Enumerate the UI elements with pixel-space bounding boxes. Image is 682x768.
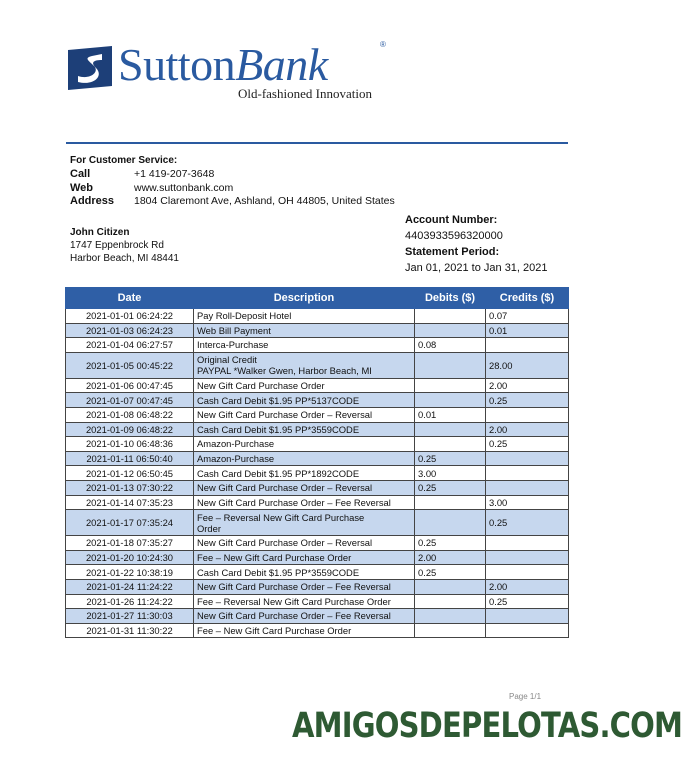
cell-credit: 0.01 [486, 323, 569, 338]
table-row [66, 565, 569, 580]
cell-credit [486, 451, 569, 466]
cell-debit [415, 352, 486, 378]
call-row [70, 168, 395, 182]
web-label: Web [70, 181, 94, 194]
cell-date: 2021-01-22 10:38:19 [66, 565, 194, 580]
description-line-2: Order [197, 522, 221, 534]
table-row [66, 480, 569, 495]
table-row [66, 393, 569, 408]
bank-name [118, 38, 328, 91]
cell-credit: 2.00 [486, 422, 569, 437]
cell-credit [486, 623, 569, 638]
cell-credit: 0.25 [486, 393, 569, 408]
cell-debit: 0.08 [415, 338, 486, 353]
call-value: +1 419-207-3648 [134, 168, 215, 180]
cell-description [194, 594, 415, 609]
description-line: Cash Card Debit $1.95 PP*3559CODE [197, 566, 360, 578]
watermark: AMIGOSDEPELOTAS.COM [292, 706, 682, 746]
cell-date: 2021-01-11 06:50:40 [66, 451, 194, 466]
description-line: New Gift Card Purchase Order – Reversal [197, 482, 373, 494]
table-row [66, 466, 569, 481]
cell-date: 2021-01-13 07:30:22 [66, 480, 194, 495]
table-row [66, 451, 569, 466]
bank-logo-mark-icon [68, 46, 112, 90]
cell-date: 2021-01-27 11:30:03 [66, 609, 194, 624]
description-line: New Gift Card Purchase Order – Reversal [197, 409, 373, 421]
description-line: Amazon-Purchase [197, 438, 275, 450]
transactions-table [65, 287, 569, 638]
header-date: Date [66, 288, 194, 309]
cell-date: 2021-01-18 07:35:27 [66, 536, 194, 551]
table-row [66, 437, 569, 452]
cell-description [194, 393, 415, 408]
table-row [66, 609, 569, 624]
cell-date: 2021-01-07 00:47:45 [66, 393, 194, 408]
cell-credit: 3.00 [486, 495, 569, 510]
cell-description [194, 550, 415, 565]
description-line: New Gift Card Purchase Order – Fee Reversal [197, 581, 391, 593]
header-divider [66, 142, 568, 144]
cell-description [194, 609, 415, 624]
cell-date: 2021-01-12 06:50:45 [66, 466, 194, 481]
cell-credit [486, 407, 569, 422]
cell-debit [415, 323, 486, 338]
description-line: Interca-Purchase [197, 339, 269, 351]
customer-name: John Citizen [70, 227, 130, 238]
cell-date: 2021-01-01 06:24:22 [66, 309, 194, 324]
description-line: Original Credit [197, 354, 257, 366]
cell-date: 2021-01-24 11:24:22 [66, 579, 194, 594]
table-row [66, 378, 569, 393]
table-row [66, 550, 569, 565]
cell-debit: 0.25 [415, 565, 486, 580]
table-row [66, 594, 569, 609]
cell-date: 2021-01-10 06:48:36 [66, 437, 194, 452]
table-row [66, 536, 569, 551]
customer-service-block [70, 155, 395, 209]
cell-credit: 28.00 [486, 352, 569, 378]
cell-description [194, 579, 415, 594]
cell-date: 2021-01-03 06:24:23 [66, 323, 194, 338]
cell-debit [415, 309, 486, 324]
header-description: Description [194, 288, 415, 309]
cell-description [194, 536, 415, 551]
cell-debit [415, 609, 486, 624]
description-line: Amazon-Purchase [197, 453, 275, 465]
cell-description [194, 323, 415, 338]
cell-date: 2021-01-14 07:35:23 [66, 495, 194, 510]
table-row [66, 407, 569, 422]
cell-debit [415, 510, 486, 536]
cell-description [194, 309, 415, 324]
cell-date: 2021-01-17 07:35:24 [66, 510, 194, 536]
header-credits: Credits ($) [486, 288, 569, 309]
cell-date: 2021-01-31 11:30:22 [66, 623, 194, 638]
address-label: Address [70, 195, 115, 207]
cell-credit [486, 536, 569, 551]
cell-description [194, 378, 415, 393]
cell-debit: 2.00 [415, 550, 486, 565]
cell-description [194, 352, 415, 378]
table-row [66, 495, 569, 510]
statement-period-label: Statement Period: [405, 246, 500, 258]
description-line: New Gift Card Purchase Order [197, 380, 325, 392]
cell-debit: 0.25 [415, 451, 486, 466]
description-line: Fee – New Gift Card Purchase Order [197, 624, 352, 636]
description-line: Web Bill Payment [197, 324, 271, 336]
cell-debit: 0.25 [415, 536, 486, 551]
description-line: Pay Roll-Deposit Hotel [197, 310, 292, 322]
table-header-row [66, 288, 569, 309]
customer-block [70, 226, 179, 265]
bank-tagline: Old-fashioned Innovation [238, 86, 372, 101]
transactions-body [66, 309, 569, 638]
cell-debit [415, 594, 486, 609]
cell-credit: 2.00 [486, 579, 569, 594]
table-row [66, 623, 569, 638]
registered-mark: ® [380, 40, 386, 49]
cell-debit: 3.00 [415, 466, 486, 481]
cell-date: 2021-01-05 00:45:22 [66, 352, 194, 378]
cell-credit: 0.25 [486, 510, 569, 536]
customer-service-title: For Customer Service: [70, 155, 178, 166]
cell-debit: 0.01 [415, 407, 486, 422]
description-line: New Gift Card Purchase Order – Reversal [197, 537, 373, 549]
cell-description [194, 623, 415, 638]
description-line-2: PAYPAL *Walker Gwen, Harbor Beach, MI [197, 365, 372, 377]
table-row [66, 510, 569, 536]
cell-debit [415, 495, 486, 510]
description-line: Cash Card Debit $1.95 PP*3559CODE [197, 423, 360, 435]
cell-date: 2021-01-09 06:48:22 [66, 422, 194, 437]
customer-address-line2: Harbor Beach, MI 48441 [70, 253, 179, 264]
cell-credit: 0.25 [486, 437, 569, 452]
web-row [70, 182, 395, 196]
cell-credit [486, 550, 569, 565]
cell-debit [415, 437, 486, 452]
cell-description [194, 510, 415, 536]
cell-description [194, 422, 415, 437]
customer-address-line1: 1747 Eppenbrock Rd [70, 240, 164, 251]
account-block [405, 212, 548, 276]
call-label: Call [70, 168, 91, 180]
table-row [66, 309, 569, 324]
cell-date: 2021-01-26 11:24:22 [66, 594, 194, 609]
web-value: www.suttonbank.com [134, 181, 234, 194]
account-number-value: 4403933596320000 [405, 230, 503, 242]
cell-credit [486, 480, 569, 495]
bank-logo [68, 38, 398, 104]
cell-description [194, 338, 415, 353]
cell-description [194, 495, 415, 510]
table-row [66, 579, 569, 594]
description-line: Cash Card Debit $1.95 PP*1892CODE [197, 467, 360, 479]
cell-date: 2021-01-08 06:48:22 [66, 407, 194, 422]
cell-credit: 0.07 [486, 309, 569, 324]
cell-credit [486, 338, 569, 353]
cell-credit: 0.25 [486, 594, 569, 609]
cell-debit [415, 579, 486, 594]
cell-credit [486, 609, 569, 624]
address-value: 1804 Claremont Ave, Ashland, OH 44805, United States [134, 195, 395, 207]
bank-name-part1: Sutton [118, 39, 236, 90]
description-line: Fee – Reversal New Gift Card Purchase [197, 511, 365, 523]
cell-debit [415, 378, 486, 393]
address-row [70, 195, 395, 209]
cell-date: 2021-01-04 06:27:57 [66, 338, 194, 353]
cell-credit [486, 466, 569, 481]
description-line: Fee – New Gift Card Purchase Order [197, 552, 352, 564]
cell-date: 2021-01-20 10:24:30 [66, 550, 194, 565]
cell-description [194, 407, 415, 422]
table-row [66, 323, 569, 338]
cell-description [194, 480, 415, 495]
cell-description [194, 437, 415, 452]
statement-period-value: Jan 01, 2021 to Jan 31, 2021 [405, 262, 548, 274]
bank-name-part2: Bank [235, 39, 328, 90]
cell-description [194, 451, 415, 466]
account-number-label: Account Number: [405, 214, 498, 226]
cell-debit [415, 623, 486, 638]
description-line: Fee – Reversal New Gift Card Purchase Order [197, 595, 391, 607]
cell-date: 2021-01-06 00:47:45 [66, 378, 194, 393]
cell-debit: 0.25 [415, 480, 486, 495]
cell-description [194, 466, 415, 481]
cell-description [194, 565, 415, 580]
cell-credit: 2.00 [486, 378, 569, 393]
cell-debit [415, 422, 486, 437]
description-line: New Gift Card Purchase Order – Fee Reversal [197, 610, 391, 622]
table-row [66, 422, 569, 437]
description-line: Cash Card Debit $1.95 PP*5137CODE [197, 394, 360, 406]
table-row [66, 352, 569, 378]
cell-debit [415, 393, 486, 408]
description-line: New Gift Card Purchase Order – Fee Reversal [197, 496, 391, 508]
cell-credit [486, 565, 569, 580]
header-debits: Debits ($) [415, 288, 486, 309]
table-row [66, 338, 569, 353]
page-number: Page 1/1 [509, 692, 542, 701]
